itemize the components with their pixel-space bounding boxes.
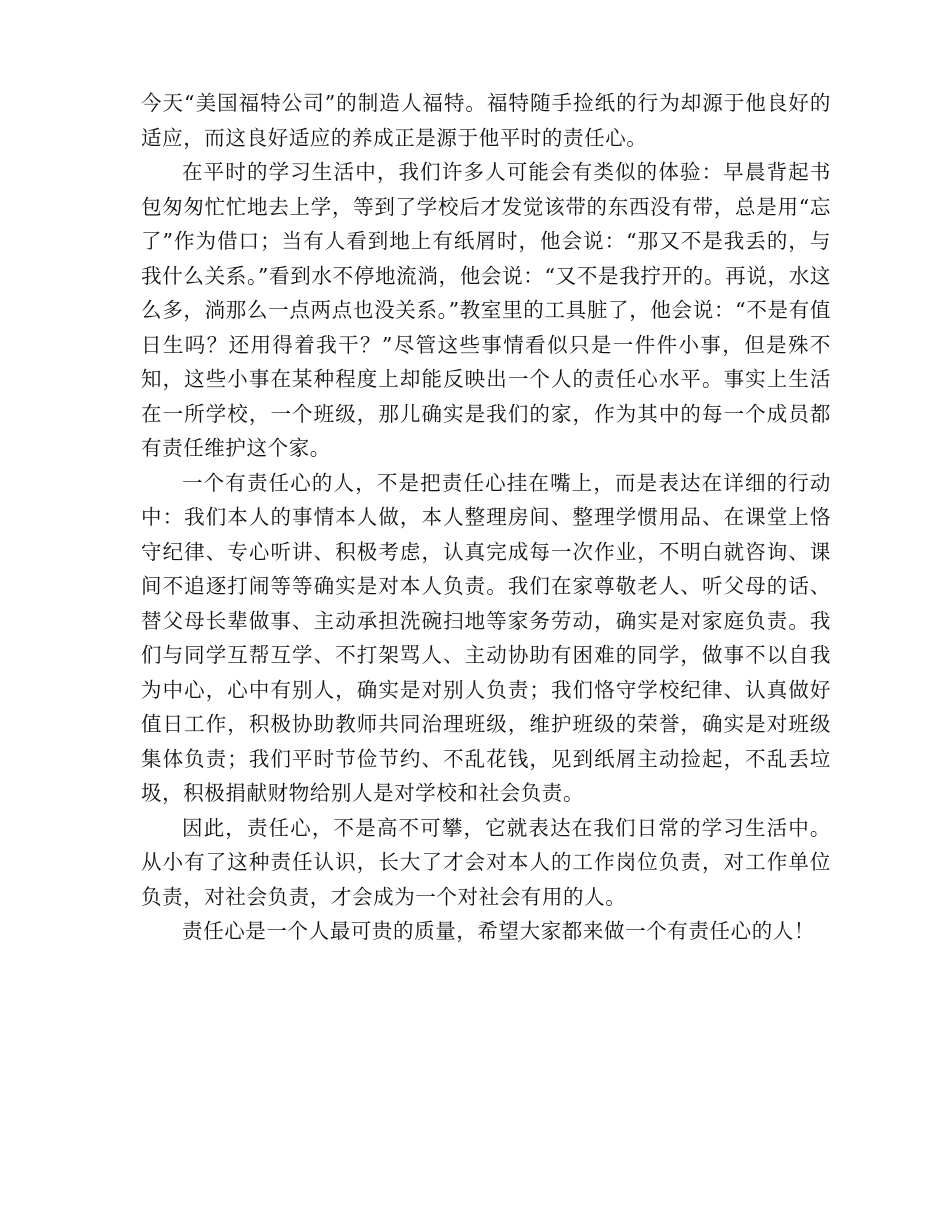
paragraph-1: 今天“美国福特公司”的制造人福特。福特随手捡纸的行为却源于他良好的适应，而这良好适应的养成正是源于他平时的责任心。	[141, 91, 831, 150]
document-body	[141, 86, 831, 949]
paragraph-5: 责任心是一个人最可贵的质量，希望大家都来做一个有责任心的人！	[182, 919, 815, 943]
paragraph-4: 因此，责任心，不是高不可攀，它就表达在我们日常的学习生活中。从小有了这种责任认识，长大了才会对本人的工作岗位负责，对工作单位负责，对社会负责，才会成为一个对社会有用的人。	[141, 815, 831, 909]
paragraph-3: 一个有责任心的人，不是把责任心挂在嘴上，而是表达在详细的行动中：我们本人的事情本人做，本人整理房间、整理学惯用品、在课堂上恪守纪律、专心听讲、积极考虑，认真完成每一次作业，不明白就咨询、课间不追逐打闹等等确实是对本人负责。我们在家尊敬老人、听父母的话、替父母长辈做事、主动承担洗碗扫地等家务劳动，确实是对家庭负责。我们与同学互帮互学、不打架骂人、主动协助有困难的同学，做事不以自我为中心，心中有别人，确实是对别人负责；我们恪守学校纪律、认真做好值日工作，积极协助教师共同治理班级，维护班级的荣誉，确实是对班级集体负责；我们平时节俭节约、不乱花钱，见到纸屑主动捡起，不乱丢垃圾，积极捐献财物给别人是对学校和社会负责。	[141, 470, 831, 805]
paragraph-2: 在平时的学习生活中，我们许多人可能会有类似的体验：早晨背起书包匆匆忙忙地去上学，等到了学校后才发觉该带的东西没有带，总是用“忘了”作为借口；当有人看到地上有纸屑时，他会说：“那又不是我丢的，与我什么关系。”看到水不停地流淌，他会说：“又不是我拧开的。再说，水这么多，淌那么一点两点也没关系。”教室里的工具脏了，他会说：“不是有值日生吗？还用得着我干？”尽管这些事情看似只是一件件小事，但是殊不知，这些小事在某种程度上却能反映出一个人的责任心水平。事实上生活在一所学校，一个班级，那儿确实是我们的家，作为其中的每一个成员都有责任维护这个家。	[141, 160, 831, 460]
